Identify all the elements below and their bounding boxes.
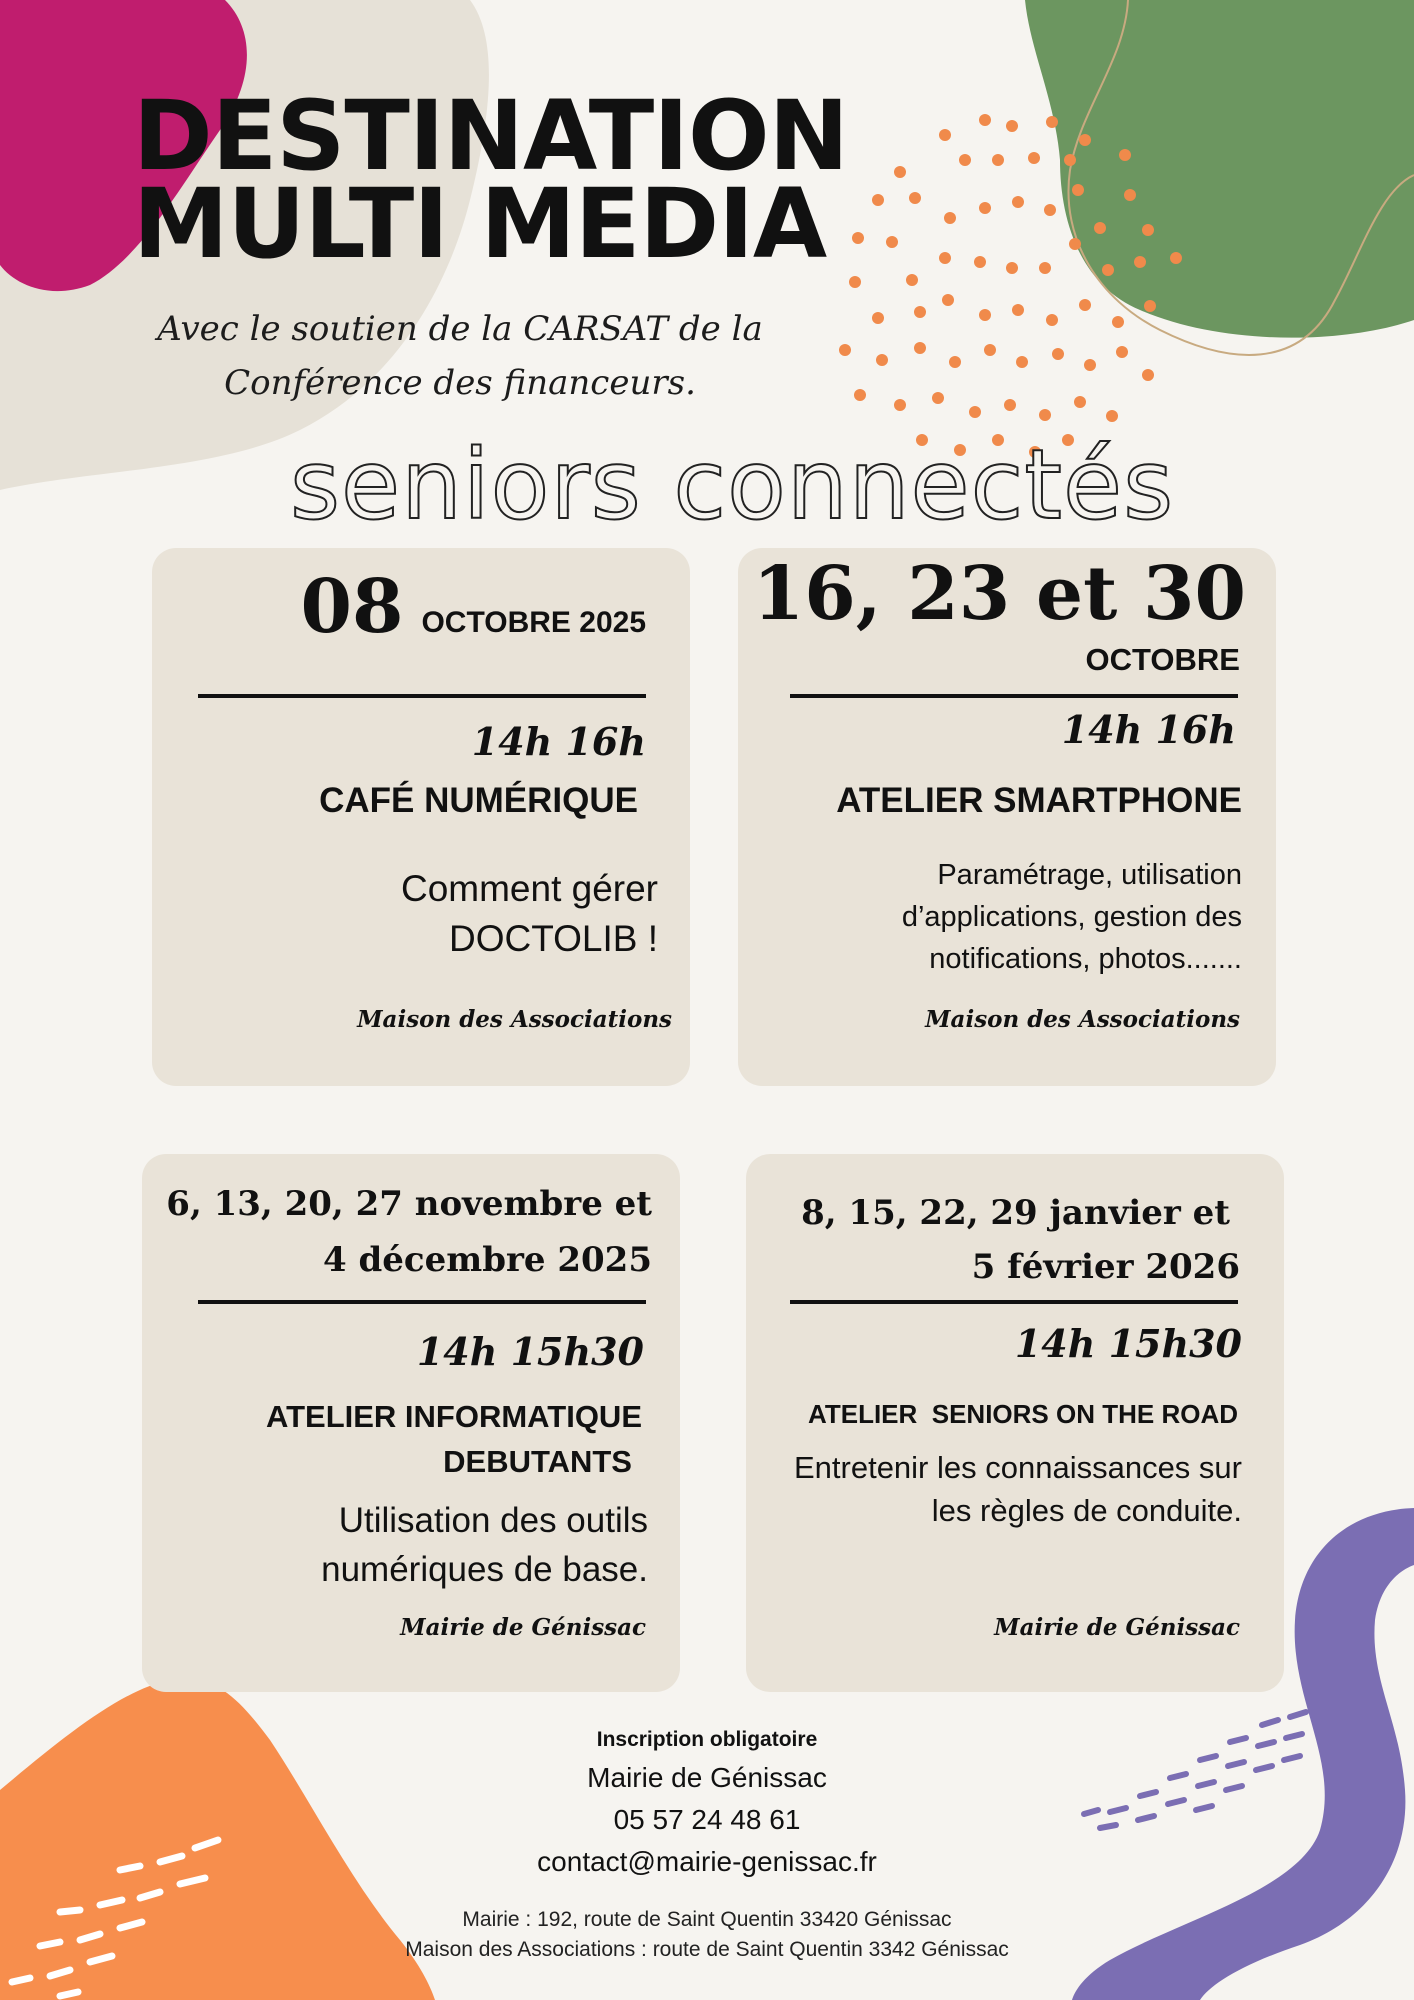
tagline: seniors connectés — [290, 429, 1175, 541]
event-description: Comment gérer DOCTOLIB ! — [400, 868, 658, 959]
title-line-1: DESTINATION — [133, 80, 848, 192]
registration-notice: Inscription obligatoire — [596, 1728, 818, 1751]
event-dates: 16, 23 et 30 — [752, 551, 1246, 637]
divider-line — [198, 694, 646, 698]
event-card-2 — [738, 548, 1276, 1086]
event-location: Maison des Associations — [925, 1006, 1240, 1033]
event-month: OCTOBRE — [1085, 642, 1240, 677]
event-dates-line-1: 8, 15, 22, 29 janvier et — [801, 1193, 1230, 1233]
event-month-year: OCTOBRE 2025 — [421, 606, 646, 639]
event-location: Mairie de Génissac — [994, 1614, 1240, 1641]
event-title: ATELIER SENIORS ON THE ROAD — [808, 1399, 1238, 1429]
main-title — [133, 80, 848, 280]
contact-phone[interactable]: 05 57 24 48 61 — [613, 1804, 801, 1835]
event-description: Entretenir les connaissances sur les règles de conduite. — [793, 1450, 1242, 1528]
subtitle-line-2: Conférence des financeurs. — [224, 363, 696, 403]
event-title-line-1: ATELIER INFORMATIQUE — [266, 1399, 642, 1434]
event-title-line-2: DEBUTANTS — [443, 1444, 632, 1479]
title-line-2: MULTI MEDIA — [133, 168, 827, 280]
divider-line — [790, 694, 1238, 698]
event-location: Mairie de Génissac — [400, 1614, 646, 1641]
subtitle — [120, 302, 800, 410]
event-time: 14h 15h30 — [416, 1329, 644, 1374]
event-dates-line-2: 5 février 2026 — [971, 1247, 1240, 1287]
address-mairie: Mairie : 192, route de Saint Quentin 33420 Génissac — [462, 1908, 952, 1931]
divider-line — [790, 1300, 1238, 1304]
event-time: 14h 16h — [471, 719, 646, 764]
event-dates-line-1: 6, 13, 20, 27 novembre et — [166, 1184, 652, 1224]
event-description: Utilisation des outils numériques de base. — [321, 1501, 648, 1589]
contact-email[interactable]: contact@mairie-genissac.fr — [537, 1846, 877, 1877]
event-day: 08 — [300, 564, 404, 650]
event-card-1 — [152, 548, 690, 1086]
event-dates — [760, 1186, 1240, 1294]
event-location: Maison des Associations — [357, 1006, 672, 1033]
event-title — [202, 1394, 642, 1484]
event-time: 14h 15h30 — [1014, 1321, 1242, 1366]
event-card-4 — [746, 1154, 1284, 1692]
event-title: CAFÉ NUMÉRIQUE — [319, 781, 638, 820]
event-time: 14h 16h — [1061, 707, 1236, 752]
event-dates-line-2: 4 décembre 2025 — [323, 1240, 652, 1280]
address-maison-associations: Maison des Associations : route de Saint Quentin 3342 Génissac — [405, 1938, 1009, 1961]
event-description: Paramétrage, utilisation d’applications, gestion des notifications, photos....... — [901, 859, 1242, 975]
contact-name: Mairie de Génissac — [587, 1762, 827, 1793]
event-title: ATELIER SMARTPHONE — [836, 781, 1242, 820]
subtitle-line-1: Avec le soutien de la CARSAT de la — [157, 309, 763, 349]
event-card-3 — [142, 1154, 680, 1692]
event-dates — [152, 1176, 652, 1288]
divider-line — [198, 1300, 646, 1304]
event-date — [300, 562, 646, 652]
